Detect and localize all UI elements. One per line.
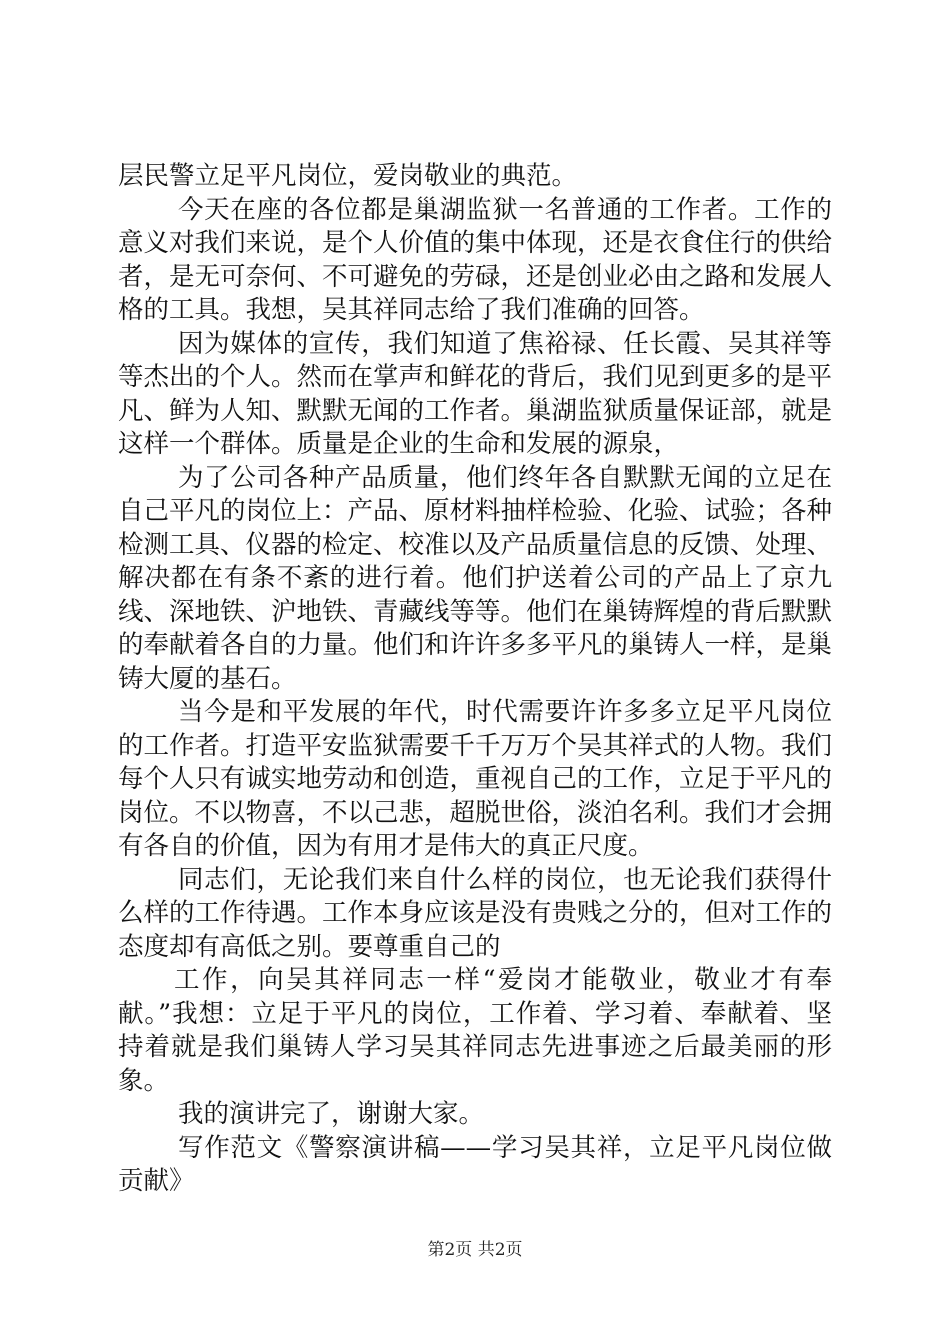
paragraph-4: 为了公司各种产品质量，他们终年各自默默无闻的立足在自己平凡的岗位上：产品、原材料抽样检验、化验、试验；各种检测工具、仪器的检定、校准以及产品质量信息的反馈、处理、解决都在有条不紊的进行着。他们护送着公司的产品上了京九线、深地铁、沪地铁、青藏线等等。他们在巢铸辉煌的背后默默的奉献着各自的力量。他们和许许多多平凡的巢铸人一样，是巢铸大厦的基石。: [118, 462, 833, 694]
paragraph-8: 我的演讲完了，谢谢大家。: [178, 1099, 485, 1129]
paragraph-3: 因为媒体的宣传，我们知道了焦裕禄、任长霞、吴其祥等等杰出的个人。然而在掌声和鲜花的背后，我们见到更多的是平凡、鲜为人知、默默无闻的工作者。巢湖监狱质量保证部，就是这样一个群体。质量是企业的生命和发展的源泉，: [118, 328, 833, 459]
paragraph-7: 工作，向吴其祥同志一样“爱岗才能敬业，敬业才有奉献。”我想：立足于平凡的岗位，工作着、学习着、奉献着、坚持着就是我们巢铸人学习吴其祥同志先进事迹之后最美丽的形象。: [118, 965, 832, 1096]
page-footer: 第2页 共2页: [427, 1240, 523, 1260]
paragraph-1: 层民警立足平凡岗位，爱岗敬业的典范。: [118, 161, 578, 191]
paragraph-9: 写作范文《警察演讲稿——学习吴其祥，立足平凡岗位做贡献》: [118, 1132, 832, 1196]
document-body: [118, 160, 832, 1199]
paragraph-6: 同志们，无论我们来自什么样的岗位，也无论我们获得什么样的工作待遇。工作本身应该是没有贵贱之分的，但对工作的态度却有高低之别。要尊重自己的: [118, 864, 833, 962]
paragraph-2: 今天在座的各位都是巢湖监狱一名普通的工作者。工作的意义对我们来说，是个人价值的集中体现，还是衣食住行的供给者，是无可奈何、不可避免的劳碌，还是创业必由之路和发展人格的工具。我想，吴其祥同志给了我们准确的回答。: [118, 194, 833, 325]
paragraph-5: 当今是和平发展的年代，时代需要许许多多立足平凡岗位的工作者。打造平安监狱需要千千万万个吴其祥式的人物。我们每个人只有诚实地劳动和创造，重视自己的工作，立足于平凡的岗位。不以物喜，不以己悲，超脱世俗，淡泊名利。我们才会拥有各自的价值，因为有用才是伟大的真正尺度。: [118, 697, 833, 861]
